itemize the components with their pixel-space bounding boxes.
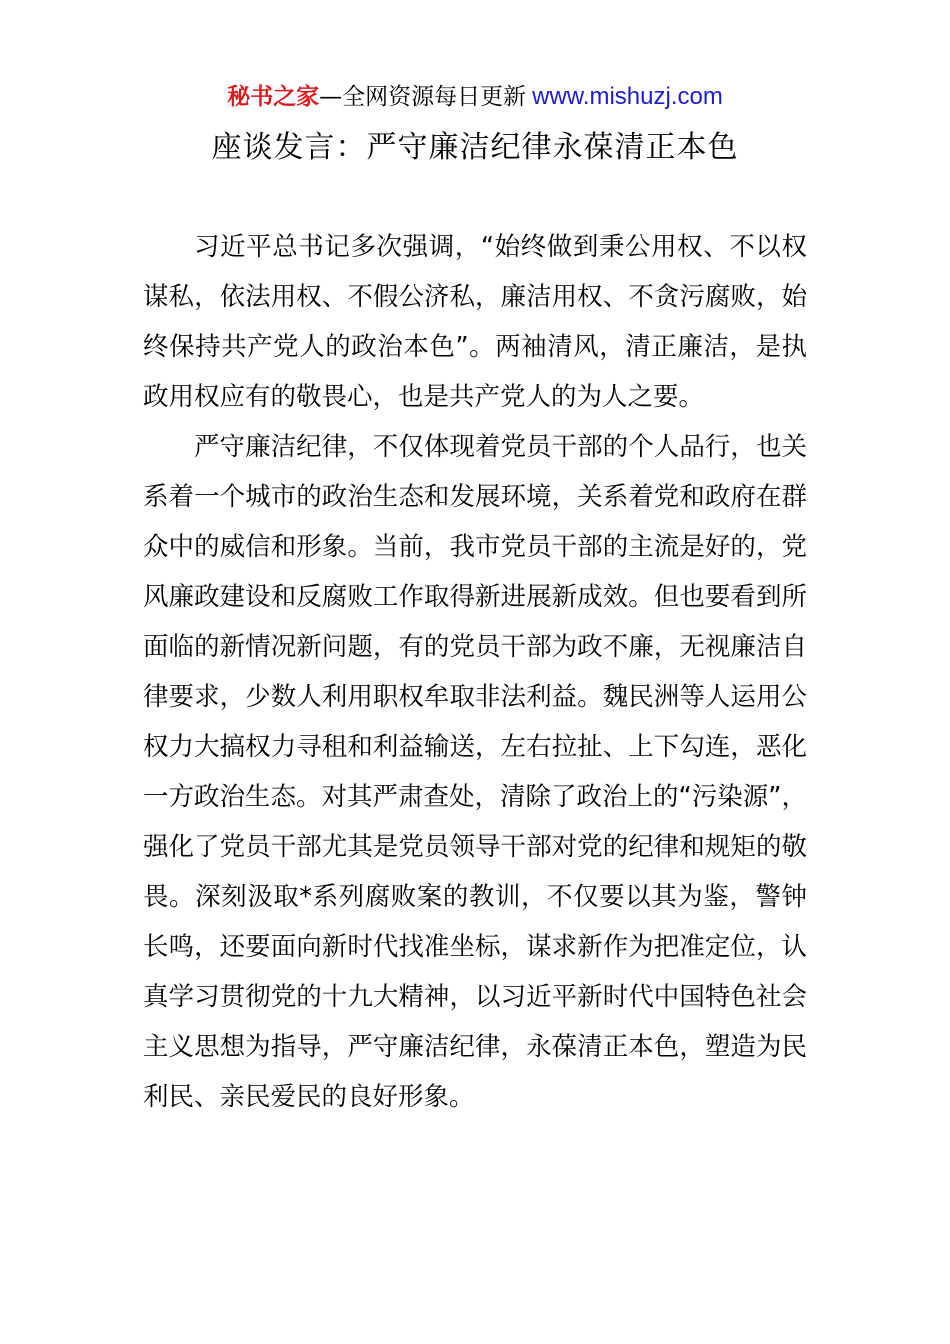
document-title: 座谈发言：严守廉洁纪律永葆清正本色	[211, 130, 739, 165]
paragraph-1: 习近平总书记多次强调，“始终做到秉公用权、不以权谋私，依法用权、不假公济私，廉洁用权、不贪污腐败，始终保持共产党人的政治本色”。两袖清风，清正廉洁，是执政用权应有的敬畏心，也是共产党人的为人之要。	[143, 232, 807, 412]
site-tagline: —全网资源每日更新	[319, 84, 527, 110]
site-url-link[interactable]: www.mishuzj.com	[532, 83, 723, 110]
site-header	[0, 80, 950, 114]
site-brand: 秘书之家	[227, 84, 320, 110]
document-body	[143, 222, 807, 1122]
paragraph-2: 严守廉洁纪律，不仅体现着党员干部的个人品行，也关系着一个城市的政治生态和发展环境，关系着党和政府在群众中的威信和形象。当前，我市党员干部的主流是好的，党风廉政建设和反腐败工作取得新进展新成效。但也要看到所面临的新情况新问题，有的党员干部为政不廉，无视廉洁自律要求，少数人利用职权牟取非法利益。魏民洲等人运用公权力大搞权力寻租和利益输送，左右拉扯、上下勾连，恶化一方政治生态。对其严肃查处，清除了政治上的“污染源”，强化了党员干部尤其是党员领导干部对党的纪律和规矩的敬畏。深刻汲取*系列腐败案的教训，不仅要以其为鉴，警钟长鸣，还要面向新时代找准坐标，谋求新作为把准定位，认真学习贯彻党的十九大精神，以习近平新时代中国特色社会主义思想为指导，严守廉洁纪律，永葆清正本色，塑造为民利民、亲民爱民的良好形象。	[143, 432, 807, 1112]
